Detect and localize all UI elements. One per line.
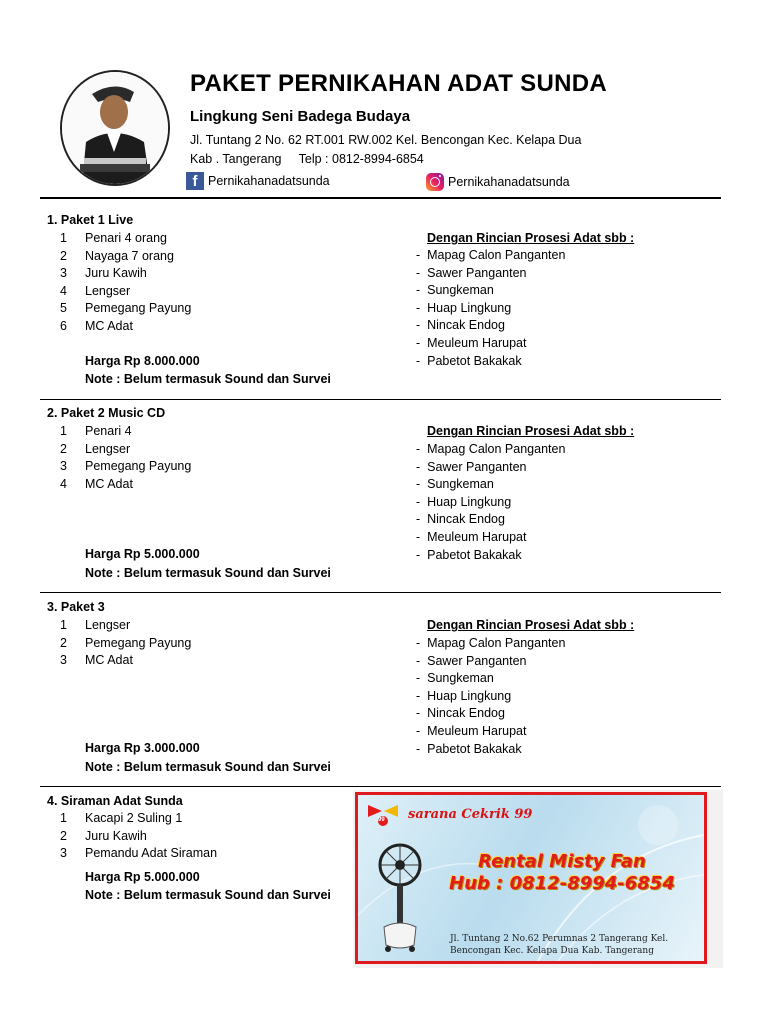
list-item: - Sawer Panganten [416, 653, 527, 668]
instagram-icon [426, 173, 444, 191]
list-item: - Pabetot Bakakak [416, 547, 522, 562]
package-price: Harga Rp 5.000.000 [85, 870, 200, 884]
package-note: Note : Belum termasuk Sound dan Survei [85, 372, 331, 386]
list-item: 3 Pemandu Adat Siraman [60, 846, 218, 861]
list-item: - Nincak Endog [416, 318, 505, 333]
list-item: 2 Pemegang Payung [60, 635, 192, 650]
instagram-link[interactable] [426, 173, 570, 191]
list-item: - Meuleum Harupat [416, 529, 527, 544]
package-title: 3. Paket 3 [47, 600, 105, 614]
package-title: 2. Paket 2 Music CD [47, 406, 166, 420]
list-item: - Pabetot Bakakak [416, 353, 522, 368]
process-list [416, 248, 565, 371]
list-item: - Meuleum Harupat [416, 335, 527, 350]
instagram-handle: Pernikahanadatsunda [448, 175, 570, 189]
package-items [60, 424, 191, 494]
package-items [60, 618, 191, 671]
avatar [60, 70, 170, 186]
list-item: - Sungkeman [416, 283, 494, 298]
section-divider [40, 592, 721, 593]
facebook-icon: f [186, 172, 204, 190]
package-note: Note : Belum termasuk Sound dan Survei [85, 760, 331, 774]
list-item: - Nincak Endog [416, 706, 505, 721]
list-item: - Sungkeman [416, 671, 494, 686]
package-note: Note : Belum termasuk Sound dan Survei [85, 566, 331, 580]
facebook-handle: Pernikahanadatsunda [208, 174, 330, 188]
list-item: 6 MC Adat [60, 318, 133, 333]
contact-line: Kab . Tangerang Telp : 0812-8994-6854 [190, 152, 424, 166]
list-item: 5 Pemegang Payung [60, 301, 192, 316]
process-heading: Dengan Rincian Prosesi Adat sbb : [427, 231, 635, 245]
section-divider [40, 399, 721, 400]
misty-fan-image [370, 841, 430, 953]
list-item: - Huap Lingkung [416, 300, 512, 315]
ad-brand: sarana Cekrik 99 [408, 807, 533, 822]
list-item: 3 Pemegang Payung [60, 459, 192, 474]
list-item: 3 MC Adat [60, 653, 133, 668]
ad-phone: Hub : 0812-8994-6854 [449, 873, 675, 894]
package-price: Harga Rp 8.000.000 [85, 354, 200, 368]
list-item: - Sawer Panganten [416, 265, 527, 280]
list-item: 4 Lengser [60, 283, 131, 298]
ad-headline: Rental Misty Fan [478, 851, 646, 872]
list-item: 1 Penari 4 [60, 424, 132, 438]
process-list [416, 636, 565, 759]
facebook-link[interactable] [186, 172, 330, 190]
package-title: 1. Paket 1 Live [47, 213, 134, 227]
list-item: - Mapag Calon Panganten [416, 636, 566, 650]
package-price: Harga Rp 3.000.000 [85, 741, 200, 755]
list-item: 2 Juru Kawih [60, 828, 147, 843]
list-item: - Pabetot Bakakak [416, 741, 522, 756]
list-item: 2 Nayaga 7 orang [60, 248, 174, 263]
process-heading: Dengan Rincian Prosesi Adat sbb : [427, 618, 635, 632]
list-item: 4 MC Adat [60, 476, 133, 491]
list-item: - Huap Lingkung [416, 688, 512, 703]
package-note: Note : Belum termasuk Sound dan Survei [85, 888, 331, 902]
section-divider [40, 786, 721, 787]
package-title: 4. Siraman Adat Sunda [47, 794, 183, 808]
package-price: Harga Rp 5.000.000 [85, 547, 200, 561]
header-divider [40, 197, 721, 199]
ad-banner[interactable] [355, 792, 707, 964]
list-item: - Sungkeman [416, 477, 494, 492]
list-item: - Nincak Endog [416, 512, 505, 527]
ad-address-line: Bencongan Kec. Kelapa Dua Kab. Tangerang [450, 946, 654, 956]
package-items [60, 811, 217, 864]
address-line: Jl. Tuntang 2 No. 62 RT.001 RW.002 Kel. Bencongan Kec. Kelapa Dua [190, 133, 582, 147]
process-heading: Dengan Rincian Prosesi Adat sbb : [427, 424, 635, 438]
list-item: 1 Penari 4 orang [60, 231, 168, 245]
list-item: 2 Lengser [60, 441, 131, 456]
list-item: - Mapag Calon Panganten [416, 442, 566, 456]
package-items [60, 231, 191, 337]
brand-logo: 99 [366, 801, 400, 827]
list-item: 1 Kacapi 2 Suling 1 [60, 811, 183, 825]
ad-address-line: Jl. Tuntang 2 No.62 Perumnas 2 Tangerang Kel. [450, 934, 669, 944]
process-list [416, 442, 565, 565]
organization-name: Lingkung Seni Badega Budaya [190, 108, 411, 125]
list-item: - Huap Lingkung [416, 494, 512, 509]
list-item: - Meuleum Harupat [416, 723, 527, 738]
list-item: - Sawer Panganten [416, 459, 527, 474]
page-title: PAKET PERNIKAHAN ADAT SUNDA [190, 70, 607, 97]
list-item: 1 Lengser [60, 618, 131, 632]
list-item: 3 Juru Kawih [60, 266, 147, 281]
list-item: - Mapag Calon Panganten [416, 248, 566, 262]
